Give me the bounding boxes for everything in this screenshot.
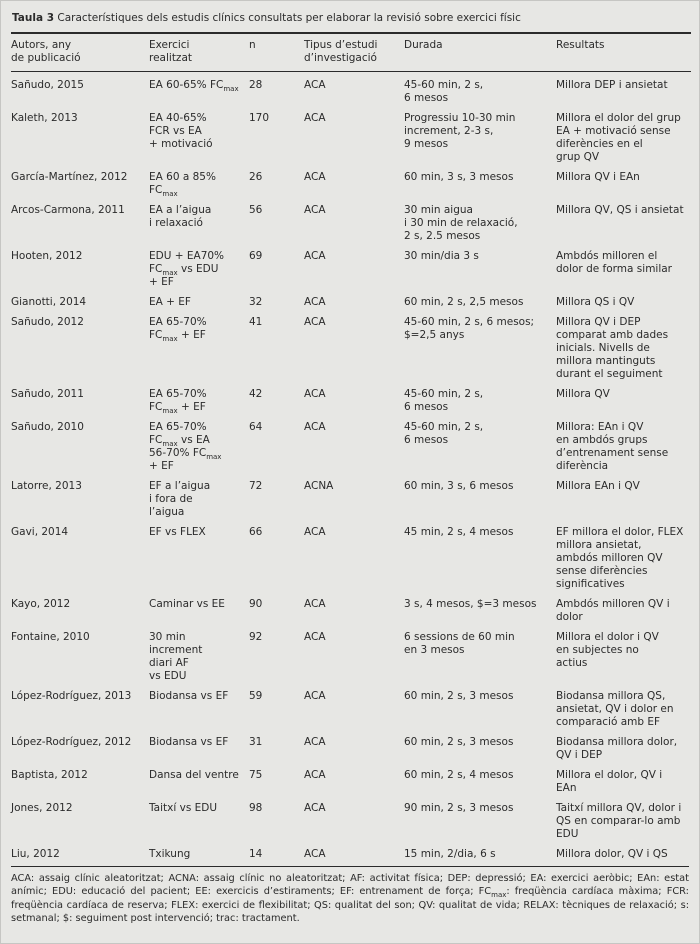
cell-exercici: EF a l’aigua i fora de l’aigua — [149, 480, 211, 518]
cell-resultats: Biodansa millora dolor, QV i DEP — [556, 736, 678, 761]
table-row — [11, 845, 691, 865]
cell-resultats: Ambdós milloren el dolor de forma similar — [556, 250, 673, 275]
cell-tipus: ACA — [304, 296, 326, 308]
cell-durada: 6 sessions de 60 min en 3 mesos — [404, 631, 515, 656]
table-row — [11, 418, 691, 477]
cell-tipus: ACA — [304, 526, 326, 538]
table-row — [11, 477, 691, 523]
cell-tipus: ACA — [304, 112, 326, 124]
cell-tipus: ACA — [304, 421, 326, 433]
cell-n: 72 — [249, 480, 263, 492]
table-row — [11, 799, 691, 845]
table-row — [11, 523, 691, 595]
cell-autors: López-Rodríguez, 2013 — [11, 690, 132, 702]
cell-autors: Sañudo, 2012 — [11, 316, 84, 328]
cell-tipus: ACA — [304, 388, 326, 400]
cell-autors: Latorre, 2013 — [11, 480, 82, 492]
cell-autors: Liu, 2012 — [11, 848, 60, 860]
cell-tipus: ACNA — [304, 480, 334, 492]
cell-resultats: Millora QV, QS i ansietat — [556, 204, 684, 216]
cell-durada: 60 min, 2 s, 2,5 mesos — [404, 296, 524, 308]
cell-n: 98 — [249, 802, 263, 814]
cell-resultats: Millora EAn i QV — [556, 480, 640, 492]
cell-autors: Kaleth, 2013 — [11, 112, 78, 124]
cell-n: 75 — [249, 769, 263, 781]
cell-autors: Sañudo, 2015 — [11, 79, 84, 91]
cell-n: 26 — [249, 171, 263, 183]
cell-n: 59 — [249, 690, 263, 702]
cell-resultats: Millora dolor, QV i QS — [556, 848, 668, 860]
cell-resultats: Biodansa millora QS, ansietat, QV i dolor en comparació amb EF — [556, 690, 674, 728]
cell-resultats: Taitxí millora QV, dolor i QS en comparar-lo amb EDU — [556, 802, 682, 840]
cell-exercici: EA 65-70% $FC_{max}$ vs EA 56-70% $FC_{max}$ + EF — [149, 421, 222, 472]
cell-durada: 60 min, 2 s, 3 mesos — [404, 736, 514, 748]
cell-n: 66 — [249, 526, 263, 538]
table-row — [11, 109, 691, 168]
cell-exercici: Taitxí vs EDU — [149, 802, 218, 814]
cell-durada: 30 min/dia 3 s — [404, 250, 479, 262]
table-row — [11, 247, 691, 293]
cell-exercici: Biodansa vs EF — [149, 736, 229, 748]
cell-exercici: EA + EF — [149, 296, 191, 308]
table-row — [11, 201, 691, 247]
table-header — [11, 33, 691, 72]
cell-resultats: Millora QV i EAn — [556, 171, 640, 183]
cell-durada: 45 min, 2 s, 4 mesos — [404, 526, 514, 538]
cell-autors: Baptista, 2012 — [11, 769, 88, 781]
cell-durada: 3 s, 4 mesos, $=3 mesos — [404, 598, 537, 610]
cell-resultats: Millora el dolor del grup EA + motivació sense diferències en el grup QV — [556, 112, 681, 163]
table-row — [11, 385, 691, 418]
table-row — [11, 687, 691, 733]
cell-durada: 45-60 min, 2 s, 6 mesos; $=2,5 anys — [404, 316, 535, 341]
cell-resultats: Ambdós milloren QV i dolor — [556, 598, 670, 623]
cell-resultats: Millora DEP i ansietat — [556, 79, 668, 91]
column-header-resultats: Resultats — [556, 33, 691, 72]
cell-autors: Arcos-Carmona, 2011 — [11, 204, 125, 216]
cell-n: 56 — [249, 204, 263, 216]
cell-resultats: EF millora el dolor, FLEX millora ansietat, ambdós milloren QV sense diferències significatives — [556, 526, 684, 590]
table-row — [11, 733, 691, 766]
cell-tipus: ACA — [304, 848, 326, 860]
cell-durada: 60 min, 2 s, 3 mesos — [404, 690, 514, 702]
cell-n: 64 — [249, 421, 263, 433]
cell-autors: Jones, 2012 — [11, 802, 73, 814]
table-title: Característiques dels estudis clínics consultats per elaborar la revisió sobre exercici físic — [57, 12, 521, 24]
cell-n: 14 — [249, 848, 263, 860]
cell-durada: 45-60 min, 2 s, 6 mesos — [404, 79, 484, 104]
cell-tipus: ACA — [304, 690, 326, 702]
table-row — [11, 313, 691, 385]
cell-tipus: ACA — [304, 316, 326, 328]
cell-exercici: EF vs FLEX — [149, 526, 206, 538]
column-header-durada: Durada — [404, 33, 556, 72]
cell-exercici: EA 65-70% $FC_{max}$ + EF — [149, 388, 207, 416]
cell-durada: 45-60 min, 2 s, 6 mesos — [404, 421, 484, 446]
cell-durada: 90 min, 2 s, 3 mesos — [404, 802, 514, 814]
cell-exercici: EA a l’aigua i relaxació — [149, 204, 212, 229]
cell-exercici: Biodansa vs EF — [149, 690, 229, 702]
cell-durada: 30 min aigua i 30 min de relaxació, 2 s, 2.5 mesos — [404, 204, 518, 242]
table-row — [11, 293, 691, 313]
cell-n: 28 — [249, 79, 263, 91]
cell-tipus: ACA — [304, 204, 326, 216]
cell-durada: 60 min, 2 s, 4 mesos — [404, 769, 514, 781]
cell-tipus: ACA — [304, 171, 326, 183]
cell-autors: García-Martínez, 2012 — [11, 171, 128, 183]
cell-resultats: Millora QV i DEP comparat amb dades inicials. Nivells de millora mantinguts durant el seguiment — [556, 316, 669, 380]
table-row — [11, 595, 691, 628]
cell-resultats: Millora QS i QV — [556, 296, 635, 308]
cell-tipus: ACA — [304, 631, 326, 643]
cell-exercici: 30 min increment diari AF vs EDU — [149, 631, 203, 682]
cell-durada: 60 min, 3 s, 6 mesos — [404, 480, 514, 492]
table-row — [11, 766, 691, 799]
cell-durada: 15 min, 2/dia, 6 s — [404, 848, 496, 860]
cell-autors: Gavi, 2014 — [11, 526, 69, 538]
cell-tipus: ACA — [304, 769, 326, 781]
cell-exercici: EA 40-65% FCR vs EA + motivació — [149, 112, 213, 150]
table-row — [11, 628, 691, 687]
cell-tipus: ACA — [304, 79, 326, 91]
column-header-tipus: Tipus d’estudi d’investigació — [304, 33, 404, 72]
cell-autors: Sañudo, 2011 — [11, 388, 84, 400]
cell-exercici: EA 60 a 85% $FC_{max}$ — [149, 171, 216, 199]
cell-n: 42 — [249, 388, 263, 400]
cell-resultats: Millora QV — [556, 388, 610, 400]
cell-durada: Progressiu 10-30 min increment, 2-3 s, 9 mesos — [404, 112, 516, 150]
cell-exercici: EA 60-65% $FC_{max}$ — [149, 79, 239, 94]
cell-n: 69 — [249, 250, 263, 262]
cell-tipus: ACA — [304, 598, 326, 610]
cell-n: 92 — [249, 631, 263, 643]
column-header-n: n — [249, 33, 304, 72]
cell-exercici: Txikung — [149, 848, 191, 860]
table-footnote: ACA: assaig clínic aleatoritzat; ACNA: assaig clínic no aleatoritzat; AF: activitat física; DEP: depressió; EA: exercici aeròbic; EAn: estat anímic; EDU: educació del pacient; EE: exercicis d’estiraments; EF: entrenament de força; $FC_{max}$: freqüència cardíaca màxima; FCR: freqüència cardíaca de reserva; FLEX: exercici de flexibilitat; QS: qualitat del son; QV: qualitat de vida; RELAX: tècniques de relaxació; s: setmanal; $: seguiment post intervenció; trac: tractament. — [11, 866, 689, 926]
cell-autors: Hooten, 2012 — [11, 250, 83, 262]
column-header-autors: Autors, any de publicació — [11, 33, 149, 72]
column-header-exercici: Exercici realitzat — [149, 33, 249, 72]
cell-autors: López-Rodríguez, 2012 — [11, 736, 132, 748]
cell-durada: 45-60 min, 2 s, 6 mesos — [404, 388, 484, 413]
header-row — [11, 33, 691, 72]
cell-tipus: ACA — [304, 736, 326, 748]
cell-resultats: Millora el dolor i QV en subjectes no actius — [556, 631, 659, 669]
cell-autors: Fontaine, 2010 — [11, 631, 90, 643]
cell-tipus: ACA — [304, 250, 326, 262]
table-label: Taula 3 — [12, 12, 55, 24]
cell-exercici: EDU + EA70% $FC_{max}$ vs EDU + EF — [149, 250, 225, 288]
cell-exercici: EA 65-70% $FC_{max}$ + EF — [149, 316, 207, 344]
cell-n: 41 — [249, 316, 263, 328]
cell-tipus: ACA — [304, 802, 326, 814]
cell-n: 32 — [249, 296, 263, 308]
table-row — [11, 72, 691, 109]
cell-durada: 60 min, 3 s, 3 mesos — [404, 171, 514, 183]
table-row — [11, 168, 691, 201]
cell-n: 170 — [249, 112, 270, 124]
table-body — [11, 72, 691, 865]
cell-exercici: Dansa del ventre — [149, 769, 239, 781]
cell-autors: Gianotti, 2014 — [11, 296, 87, 308]
cell-n: 31 — [249, 736, 263, 748]
cell-autors: Kayo, 2012 — [11, 598, 71, 610]
cell-n: 90 — [249, 598, 263, 610]
cell-resultats: Millora el dolor, QV i EAn — [556, 769, 663, 794]
cell-autors: Sañudo, 2010 — [11, 421, 84, 433]
table-caption — [12, 11, 689, 25]
clinical-studies-table — [11, 32, 691, 865]
cell-exercici: Caminar vs EE — [149, 598, 225, 610]
cell-resultats: Millora: EAn i QV en ambdós grups d’entrenament sense diferència — [556, 421, 669, 472]
